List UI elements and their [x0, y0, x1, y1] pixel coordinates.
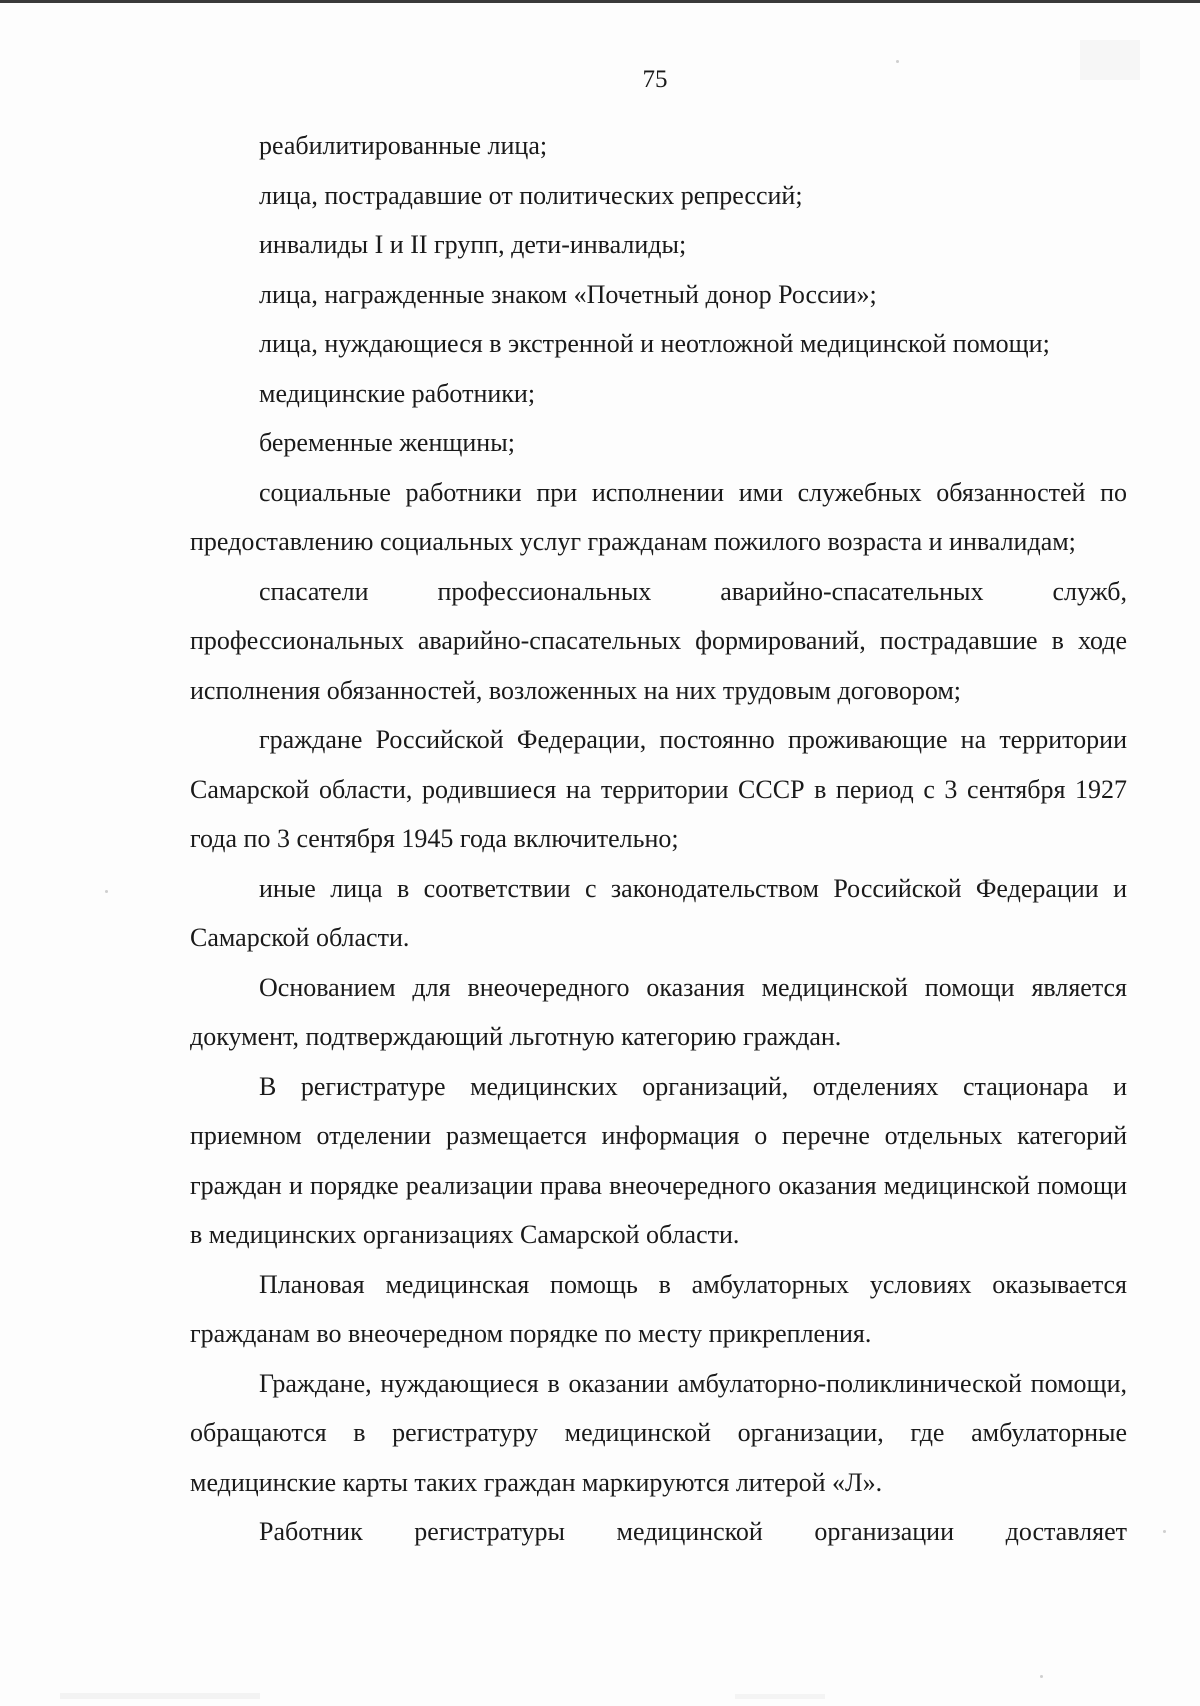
scan-noise	[1080, 40, 1140, 80]
paragraph: лица, награжденные знаком «Почетный донор России»;	[259, 279, 877, 309]
paragraph: иные лица в соответствии с законодательством Российской Федерации и Самарской области.	[190, 873, 1127, 952]
paragraph: лица, пострадавшие от политических репрессий;	[259, 180, 803, 210]
paragraph: Основанием для внеочередного оказания медицинской помощи является документ, подтверждающий льготную категорию граждан.	[190, 972, 1127, 1051]
paragraph: медицинские работники;	[259, 378, 536, 408]
scan-speck	[1040, 1675, 1043, 1678]
paragraph: граждане Российской Федерации, постоянно проживающие на территории Самарской области, родившиеся на территории СССР в период с 3 сентября 1927 года по 3 сентября 1945 года включительно;	[190, 725, 1127, 853]
paragraph: В регистратуре медицинских организаций, отделениях стационара и приемном отделении размещается информация о перечне отдельных категорий граждан и порядке реализации права внеочередного оказания медицинской помощи в медицинских организациях Самарской области.	[190, 1071, 1127, 1249]
paragraph: Граждане, нуждающиеся в оказании амбулаторно-поликлинической помощи, обращаются в регистратуру медицинской организации, где амбулаторные медицинские карты таких граждан маркируются литерой «Л».	[190, 1368, 1127, 1497]
paragraph: реабилитированные лица;	[259, 131, 548, 160]
scan-noise	[60, 1693, 260, 1699]
paragraph: социальные работники при исполнении ими служебных обязанностей по предоставлению социальных услуг гражданам пожилого возраста и инвалидам;	[190, 477, 1127, 556]
paragraph: Плановая медицинская помощь в амбулаторных условиях оказывается гражданам во внеочередном порядке по месту прикрепления.	[190, 1269, 1127, 1348]
scan-speck	[105, 890, 108, 893]
scan-speck	[1163, 1530, 1166, 1533]
document-body	[190, 121, 1127, 1557]
paragraph: беременные женщины;	[259, 428, 515, 457]
paragraph: инвалиды I и II групп, дети-инвалиды;	[259, 230, 687, 259]
paragraph: спасатели профессиональных аварийно-спасательных служб, профессиональных аварийно-спасательных формирований, пострадавшие в ходе исполнения обязанностей, возложенных на них трудовым договором;	[190, 576, 1127, 705]
scan-speck	[896, 60, 899, 63]
page-number: 75	[642, 66, 668, 93]
paragraph: Работник регистратуры медицинской организации доставляет	[259, 1517, 1127, 1546]
scan-noise	[735, 1694, 825, 1699]
scan-top-edge	[0, 0, 1200, 3]
paragraph: лица, нуждающиеся в экстренной и неотложной медицинской помощи;	[259, 329, 1050, 358]
